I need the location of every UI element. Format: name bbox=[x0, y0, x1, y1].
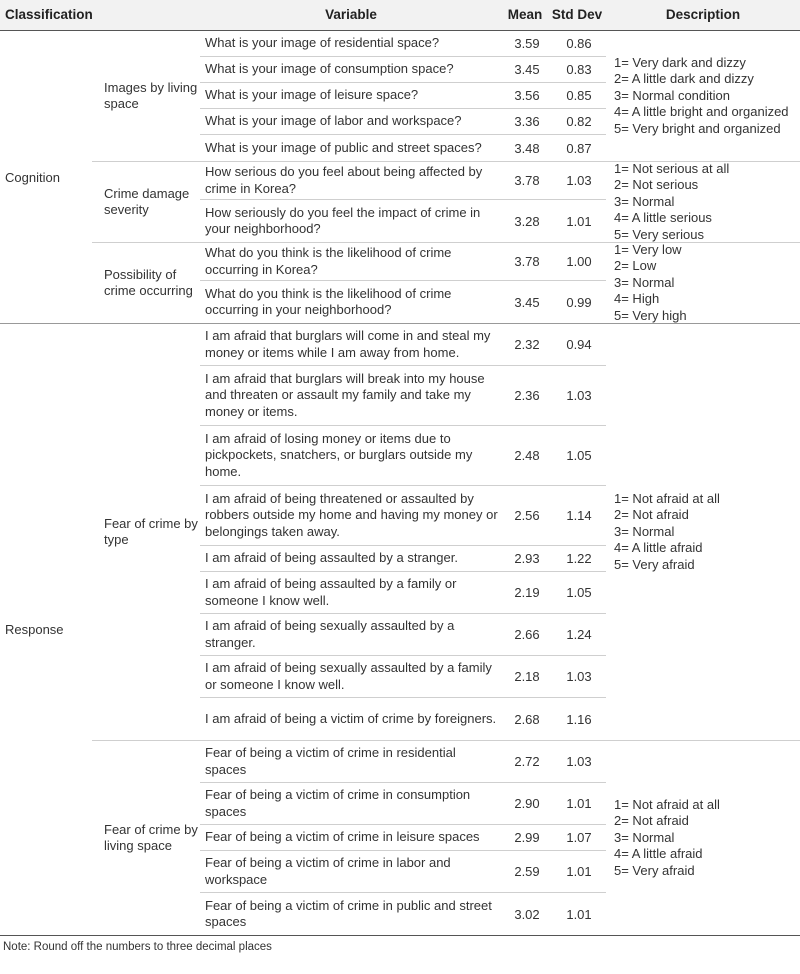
std-dev-value: 1.01 bbox=[566, 796, 592, 811]
variable-group bbox=[92, 324, 800, 741]
variable-text: I am afraid of being a victim of crime by foreigners. bbox=[205, 710, 497, 726]
table-row bbox=[200, 698, 606, 740]
classification-block bbox=[0, 324, 800, 936]
mean-value: 2.93 bbox=[514, 551, 540, 566]
table-row bbox=[200, 572, 606, 614]
scale-description-line: 3= Normal condition bbox=[614, 87, 730, 103]
scale-description-line: 4= A little bright and organized bbox=[614, 104, 789, 120]
variable-text: I am afraid that burglars will break into my house and threaten or assault my family and take my money or items. bbox=[205, 370, 485, 419]
scale-description-line: 3= Normal bbox=[614, 829, 675, 845]
std-dev-value: 1.24 bbox=[566, 627, 592, 642]
header-variable: Variable bbox=[325, 7, 377, 22]
scale-description-line: 4= A little afraid bbox=[614, 846, 703, 862]
table-body bbox=[0, 31, 800, 936]
std-dev-value: 1.03 bbox=[566, 754, 592, 769]
header-mean: Mean bbox=[507, 7, 543, 22]
variable-text: Fear of being a victim of crime in leisure spaces bbox=[205, 829, 480, 845]
scale-description-line: 5= Very high bbox=[614, 307, 687, 323]
scale-description-line: 5= Very afraid bbox=[614, 556, 695, 572]
scale-description-line: 3= Normal bbox=[614, 193, 675, 209]
scale-description bbox=[606, 31, 800, 161]
scale-description-line: 5= Very bright and organized bbox=[614, 120, 781, 136]
mean-value: 2.90 bbox=[514, 796, 540, 811]
mean-value: 2.66 bbox=[514, 627, 540, 642]
mean-value: 3.48 bbox=[514, 140, 540, 156]
std-dev-value: 1.07 bbox=[566, 830, 592, 845]
header-classification: Classification bbox=[5, 7, 93, 22]
table-row bbox=[200, 825, 606, 851]
std-dev-value: 1.05 bbox=[566, 448, 592, 463]
variable-text: How seriously do you feel the impact of crime in your neighborhood? bbox=[205, 204, 481, 236]
mean-value: 2.48 bbox=[514, 448, 540, 463]
scale-description-line: 1= Not serious at all bbox=[614, 160, 730, 176]
variable-text: Fear of being a victim of crime in consumption spaces bbox=[205, 787, 471, 819]
variable-text: I am afraid that burglars will come in and steal my money or items while I am away from home. bbox=[205, 328, 491, 360]
scale-description-line: 3= Normal bbox=[614, 274, 675, 290]
std-dev-value: 1.05 bbox=[566, 585, 592, 600]
std-dev-value: 1.03 bbox=[566, 173, 592, 188]
table-row bbox=[200, 109, 606, 135]
variable-text: I am afraid of being threatened or assaulted by robbers outside my home and having my money or belongings taken away. bbox=[205, 490, 498, 539]
scale-description-line: 3= Normal bbox=[614, 523, 675, 539]
scale-description-line: 1= Not afraid at all bbox=[614, 490, 720, 506]
group-label: Crime damage severity bbox=[104, 185, 190, 217]
scale-description bbox=[606, 162, 800, 242]
variable-text: What do you think is the likelihood of crime occurring in your neighborhood? bbox=[205, 285, 452, 317]
variable-group bbox=[92, 741, 800, 935]
std-dev-value: 0.99 bbox=[566, 294, 592, 310]
std-dev-value: 1.14 bbox=[566, 508, 592, 523]
variable-text: I am afraid of being sexually assaulted by a family or someone I know well. bbox=[205, 660, 492, 692]
scale-description-line: 1= Not afraid at all bbox=[614, 796, 720, 812]
variable-text: What is your image of public and street spaces? bbox=[205, 139, 482, 155]
table-row bbox=[200, 546, 606, 572]
std-dev-value: 1.01 bbox=[566, 864, 592, 879]
group-label: Fear of crime by living space bbox=[104, 821, 198, 853]
table-header bbox=[0, 0, 800, 31]
table-row bbox=[200, 83, 606, 109]
table-row bbox=[200, 366, 606, 426]
scale-description-line: 4= High bbox=[614, 291, 660, 307]
std-dev-value: 1.01 bbox=[566, 906, 592, 922]
mean-value: 2.19 bbox=[514, 585, 540, 600]
scale-description-line: 4= A little serious bbox=[614, 210, 712, 226]
variable-group bbox=[92, 31, 800, 162]
variable-text: What is your image of leisure space? bbox=[205, 87, 419, 103]
scale-description-line: 2= Not afraid bbox=[614, 813, 689, 829]
header-std-dev: Std Dev bbox=[551, 7, 603, 22]
variable-text: I am afraid of losing money or items due to pickpockets, snatchers, or burglars outside my home. bbox=[205, 430, 473, 479]
variable-text: What is your image of consumption space? bbox=[205, 61, 454, 77]
std-dev-value: 0.87 bbox=[566, 140, 592, 156]
std-dev-value: 0.82 bbox=[566, 114, 592, 129]
mean-value: 3.28 bbox=[514, 213, 540, 229]
mean-value: 3.36 bbox=[514, 114, 540, 129]
group-label: Possibility of crime occurring bbox=[104, 266, 193, 298]
std-dev-value: 0.94 bbox=[566, 337, 592, 352]
std-dev-value: 0.85 bbox=[566, 88, 592, 103]
table-row bbox=[200, 783, 606, 825]
classification-label: Cognition bbox=[5, 169, 60, 185]
table-row bbox=[200, 851, 606, 893]
header-description: Description bbox=[665, 7, 741, 22]
mean-value: 3.45 bbox=[514, 62, 540, 77]
variable-text: Fear of being a victim of crime in public and street spaces bbox=[205, 897, 492, 929]
scale-description-line: 4= A little afraid bbox=[614, 540, 703, 556]
table-note: Note: Round off the numbers to three decimal places bbox=[3, 941, 272, 953]
scale-description bbox=[606, 324, 800, 740]
mean-value: 2.59 bbox=[514, 864, 540, 879]
table-row bbox=[200, 31, 606, 57]
variable-text: I am afraid of being assaulted by a stranger. bbox=[205, 550, 458, 566]
mean-value: 3.78 bbox=[514, 173, 540, 188]
table-row bbox=[200, 486, 606, 546]
classification-block bbox=[0, 31, 800, 324]
mean-value: 3.02 bbox=[514, 906, 540, 922]
mean-value: 2.99 bbox=[514, 830, 540, 845]
table-row bbox=[200, 614, 606, 656]
variable-text: What is your image of labor and workspace? bbox=[205, 113, 462, 129]
scale-description-line: 5= Very afraid bbox=[614, 862, 695, 878]
table-row bbox=[200, 893, 606, 935]
group-label: Images by living space bbox=[104, 79, 198, 111]
variable-text: Fear of being a victim of crime in labor and workspace bbox=[205, 855, 451, 887]
scale-description-line: 1= Very dark and dizzy bbox=[614, 54, 746, 70]
classification-label: Response bbox=[5, 622, 64, 637]
scale-description-line: 2= Low bbox=[614, 258, 657, 274]
group-label: Fear of crime by type bbox=[104, 515, 198, 547]
scale-description-line: 2= A little dark and dizzy bbox=[614, 71, 754, 87]
mean-value: 3.78 bbox=[514, 254, 540, 269]
mean-value: 2.72 bbox=[514, 754, 540, 769]
mean-value: 2.36 bbox=[514, 388, 540, 403]
mean-value: 3.56 bbox=[514, 88, 540, 103]
table-row bbox=[200, 741, 606, 783]
table-row bbox=[200, 324, 606, 366]
mean-value: 3.45 bbox=[514, 294, 540, 310]
scale-description-line: 2= Not serious bbox=[614, 177, 699, 193]
table-row bbox=[200, 281, 606, 323]
scale-description bbox=[606, 741, 800, 935]
table-row bbox=[200, 200, 606, 242]
table-row bbox=[200, 57, 606, 83]
variable-text: Fear of being a victim of crime in residential spaces bbox=[205, 745, 456, 777]
variable-text: I am afraid of being assaulted by a family or someone I know well. bbox=[205, 576, 457, 608]
table-row bbox=[200, 426, 606, 486]
scale-description-line: 1= Very low bbox=[614, 241, 682, 257]
std-dev-value: 1.16 bbox=[566, 711, 592, 727]
std-dev-value: 1.03 bbox=[566, 669, 592, 684]
std-dev-value: 1.01 bbox=[566, 213, 592, 229]
mean-value: 3.59 bbox=[514, 36, 540, 51]
mean-value: 2.56 bbox=[514, 508, 540, 523]
std-dev-value: 0.86 bbox=[566, 36, 592, 51]
table-row bbox=[200, 135, 606, 161]
variable-group bbox=[92, 162, 800, 243]
scale-description-line: 5= Very serious bbox=[614, 226, 704, 242]
variable-text: What do you think is the likelihood of crime occurring in Korea? bbox=[205, 245, 452, 277]
mean-value: 2.32 bbox=[514, 337, 540, 352]
table-row bbox=[200, 243, 606, 281]
std-dev-value: 1.03 bbox=[566, 388, 592, 403]
variable-text: I am afraid of being sexually assaulted by a stranger. bbox=[205, 618, 455, 650]
scale-description bbox=[606, 243, 800, 323]
variable-text: How serious do you feel about being affected by crime in Korea? bbox=[205, 164, 483, 196]
mean-value: 2.68 bbox=[514, 711, 540, 727]
variable-text: What is your image of residential space? bbox=[205, 35, 440, 51]
std-dev-value: 0.83 bbox=[566, 62, 592, 77]
std-dev-value: 1.22 bbox=[566, 551, 592, 566]
scale-description-line: 2= Not afraid bbox=[614, 507, 689, 523]
mean-value: 2.18 bbox=[514, 669, 540, 684]
table-row bbox=[200, 656, 606, 698]
table-row bbox=[200, 162, 606, 200]
std-dev-value: 1.00 bbox=[566, 254, 592, 269]
variable-group bbox=[92, 243, 800, 323]
